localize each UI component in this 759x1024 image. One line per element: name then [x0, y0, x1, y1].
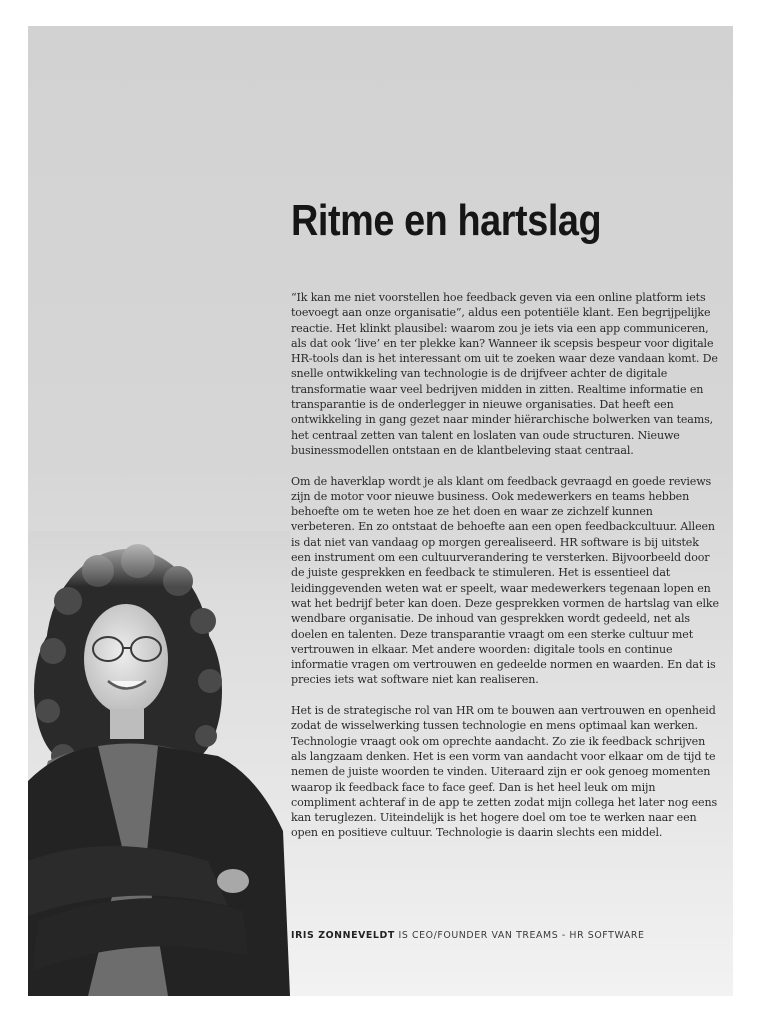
author-role: IS CEO/FOUNDER VAN TREAMS - HR SOFTWARE	[394, 930, 645, 941]
article-body	[291, 290, 719, 856]
author-byline	[291, 930, 721, 941]
magazine-page	[28, 26, 733, 996]
author-portrait-photo	[28, 531, 290, 996]
article-paragraph: Om de haverklap wordt je als klant om feedback gevraagd en goede reviews zijn de motor voor nieuwe business. Ook medewerkers en teams hebben behoefte om te weten hoe ze het doen en waar ze zichzelf kunnen verbeteren. En zo ontstaat de behoefte aan een open feedbackcultuur. Alleen is dat niet van vandaag op morgen gerealiseerd. HR software is bij uitstek een instrument om een cultuurverandering te versterken. Bijvoorbeeld door de juiste gesprekken en feedback te stimuleren. Het is essentieel dat leidinggevenden weten wat er speelt, waar medewerkers tegenaan lopen en wat het bedrijf beter kan doen. Deze gesprekken vormen de hartslag van elke wendbare organisatie. De inhoud van gesprekken wordt gedeeld, net als doelen en talenten. Deze transparantie vraagt om een sterke cultuur met vertrouwen in elkaar. Met andere woorden: digitale tools en continue informatie vragen om vertrouwen en gedeelde normen en waarden. En dat is precies iets wat software niet kan realiseren.	[291, 474, 719, 687]
article-title: Ritme en hartslag	[291, 196, 602, 245]
article-paragraph: “Ik kan me niet voorstellen hoe feedback geven via een online platform iets toevoegt aan onze organisatie”, aldus een potentiële klant. Een begrijpelijke reactie. Het klinkt plausibel: waarom zou je iets via een app communiceren, als dat ook ‘live’ en ter plekke kan? Wanneer ik scepsis bespeur voor digitale HR-tools dan is het interessant om uit te zoeken waar deze vandaan komt. De snelle ontwikkeling van technologie is de drijfveer achter de digitale transformatie waar veel bedrijven midden in zitten. Realtime informatie en transparantie is de onderlegger in nieuwe organisaties. Dat heeft een ontwikkeling in gang gezet naar minder hiërarchische bolwerken van teams, het centraal zetten van talent en loslaten van oude structuren. Nieuwe businessmodellen ontstaan en de klantbeleving staat centraal.	[291, 291, 718, 457]
article-paragraph: Het is de strategische rol van HR om te bouwen aan vertrouwen en openheid zodat de wisselwerking tussen technologie en mens optimaal kan werken. Technologie vraagt ook om oprechte aandacht. Zo zie ik feedback schrijven als langzaam denken. Het is een vorm van aandacht voor elkaar om de tijd te nemen de juiste woorden te vinden. Uiteraard zijn er ook genoeg momenten waarop ik feedback face to face geef. Dan is het heel leuk om mijn compliment achteraf in de app te zetten zodat mijn collega het later nog eens kan teruglezen. Uiteindelijk is het hogere doel om toe te werken naar een open en positieve cultuur. Technologie is daarin slechts een middel.	[291, 704, 718, 840]
author-name: IRIS ZONNEVELDT	[291, 930, 395, 941]
